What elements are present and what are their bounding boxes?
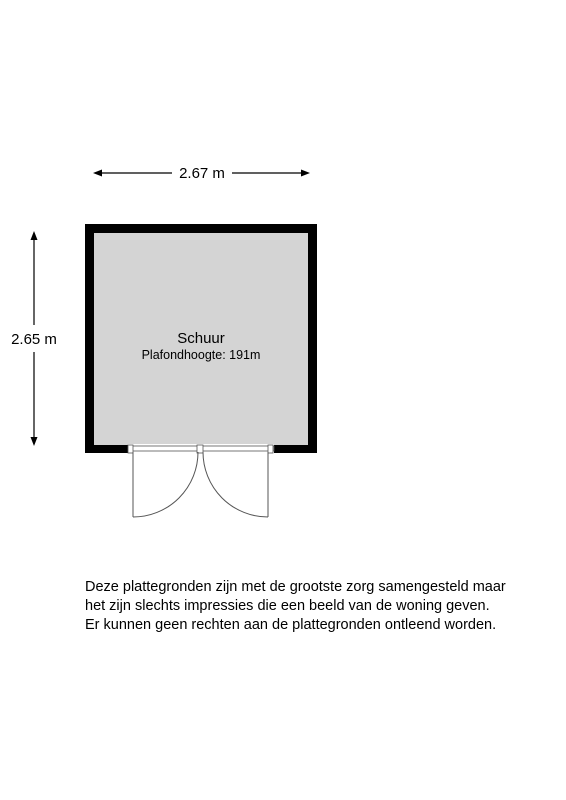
disclaimer-line: het zijn slechts impressies die een beeld van de woning geven.	[85, 598, 490, 614]
height-arrow-top-icon	[31, 231, 38, 240]
door-frame-right	[268, 445, 273, 453]
width-arrow-right-icon	[301, 170, 310, 177]
width-arrow-left-icon	[93, 170, 102, 177]
right-door-swing-arc	[203, 452, 268, 517]
height-arrow-bottom-icon	[31, 437, 38, 446]
width-label: 2.67 m	[179, 165, 225, 182]
ceiling-height: Plafondhoogte: 191m	[141, 348, 261, 362]
double-door	[133, 452, 268, 517]
door-frame-middle	[197, 445, 203, 453]
room-name: Schuur	[177, 330, 225, 347]
disclaimer	[85, 578, 555, 635]
height-label: 2.65 m	[11, 331, 57, 348]
height-dimension	[11, 231, 57, 446]
left-door-swing-arc	[133, 452, 198, 517]
disclaimer-line: Deze plattegronden zijn met de grootste zorg samengesteld maar	[85, 579, 506, 595]
disclaimer-line: Er kunnen geen rechten aan de plattegronden ontleend worden.	[85, 617, 497, 633]
width-dimension	[93, 165, 310, 182]
door-frame-left	[128, 445, 133, 453]
